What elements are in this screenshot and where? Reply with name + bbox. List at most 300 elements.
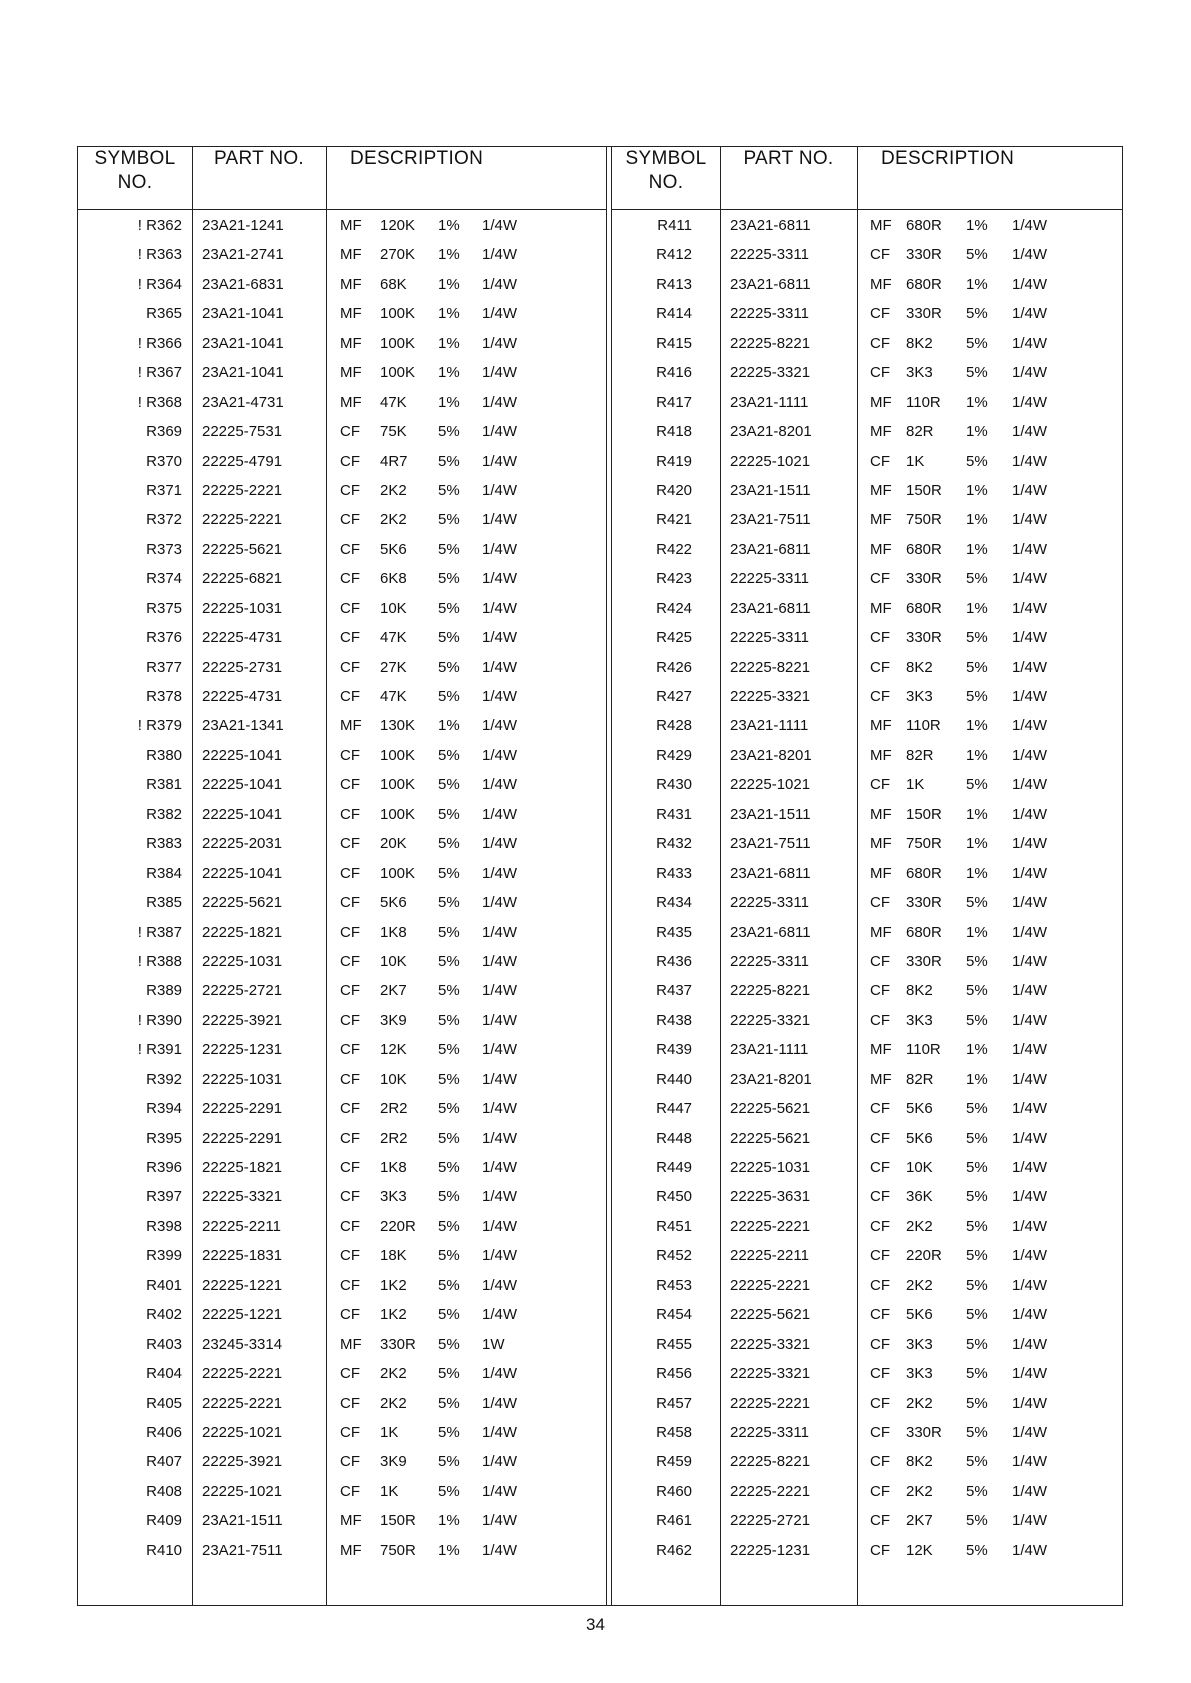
cell-part: 22225-8221 bbox=[730, 658, 811, 676]
cell-symbol: R397 bbox=[146, 1188, 182, 1206]
cell-tol: 5% bbox=[438, 1247, 460, 1265]
cell-value: 330R bbox=[906, 305, 942, 323]
header-divider bbox=[78, 209, 606, 210]
cell-watt: 1/4W bbox=[482, 1247, 518, 1265]
cell-symbol: R371 bbox=[146, 481, 182, 499]
table-row bbox=[78, 655, 606, 684]
cell-symbol: R420 bbox=[656, 481, 692, 499]
cell-part: 22225-2731 bbox=[202, 658, 283, 676]
cell-type: CF bbox=[870, 1365, 890, 1383]
cell-value: 680R bbox=[906, 275, 942, 293]
cell-symbol: ! R363 bbox=[137, 246, 182, 264]
cell-watt: 1/4W bbox=[1012, 864, 1048, 882]
cell-type: MF bbox=[870, 864, 892, 882]
table-row bbox=[612, 419, 1123, 448]
cell-part: 22225-2221 bbox=[202, 1394, 283, 1412]
cell-part: 22225-3311 bbox=[730, 629, 809, 647]
cell-symbol: R421 bbox=[656, 511, 692, 529]
cell-watt: 1/4W bbox=[482, 540, 518, 558]
cell-value: 3K3 bbox=[906, 1365, 933, 1383]
cell-watt: 1/4W bbox=[482, 364, 518, 382]
cell-part: 22225-1031 bbox=[202, 1070, 283, 1088]
cell-type: CF bbox=[340, 1011, 360, 1029]
cell-part: 23A21-6811 bbox=[730, 540, 811, 558]
cell-watt: 1/4W bbox=[482, 1070, 518, 1088]
cell-watt: 1/4W bbox=[1012, 1159, 1048, 1176]
cell-tol: 5% bbox=[438, 658, 460, 676]
cell-value: 5K6 bbox=[906, 1129, 933, 1147]
cell-symbol: R418 bbox=[656, 423, 692, 441]
parts-list-table bbox=[77, 146, 1123, 1606]
cell-symbol: R424 bbox=[656, 599, 692, 617]
cell-part: 22225-3311 bbox=[730, 246, 809, 264]
cell-tol: 5% bbox=[966, 1100, 988, 1118]
cell-value: 82R bbox=[906, 746, 934, 764]
cell-type: CF bbox=[870, 629, 890, 647]
cell-part: 22225-4731 bbox=[202, 688, 283, 705]
cell-value: 1K bbox=[906, 452, 925, 470]
table-row bbox=[78, 978, 606, 1007]
cell-tol: 1% bbox=[966, 746, 988, 764]
cell-value: 1K bbox=[380, 1482, 399, 1500]
cell-value: 2K2 bbox=[380, 1394, 407, 1412]
cell-type: CF bbox=[340, 923, 360, 941]
cell-value: 120K bbox=[380, 217, 416, 234]
cell-watt: 1/4W bbox=[482, 952, 518, 970]
cell-tol: 5% bbox=[966, 1217, 988, 1235]
cell-watt: 1/4W bbox=[482, 805, 518, 823]
table-row bbox=[78, 1037, 606, 1066]
cell-part: 23A21-1041 bbox=[202, 334, 284, 352]
cell-value: 47K bbox=[380, 688, 407, 705]
cell-tol: 5% bbox=[966, 1247, 988, 1265]
cell-symbol: R419 bbox=[656, 452, 692, 470]
cell-watt: 1/4W bbox=[482, 1453, 518, 1471]
cell-value: 4R7 bbox=[380, 452, 408, 470]
cell-symbol: R410 bbox=[146, 1541, 182, 1559]
cell-part: 23A21-1241 bbox=[202, 217, 284, 234]
cell-watt: 1/4W bbox=[1012, 1070, 1048, 1088]
cell-value: 330R bbox=[906, 894, 942, 912]
cell-type: MF bbox=[870, 217, 892, 234]
table-row bbox=[78, 1302, 606, 1331]
cell-tol: 5% bbox=[438, 894, 460, 912]
cell-watt: 1/4W bbox=[482, 982, 518, 1000]
cell-value: 1K2 bbox=[380, 1306, 407, 1324]
cell-value: 100K bbox=[380, 864, 416, 882]
table-row bbox=[78, 772, 606, 801]
cell-tol: 5% bbox=[438, 1453, 460, 1471]
cell-value: 18K bbox=[380, 1247, 407, 1265]
cell-value: 1K8 bbox=[380, 1159, 407, 1176]
cell-tol: 5% bbox=[438, 570, 460, 588]
cell-symbol: R373 bbox=[146, 540, 182, 558]
cell-value: 2K7 bbox=[906, 1512, 933, 1530]
cell-value: 150R bbox=[906, 481, 942, 499]
cell-type: MF bbox=[340, 334, 362, 352]
cell-symbol: R432 bbox=[656, 835, 692, 853]
table-row bbox=[78, 713, 606, 742]
cell-symbol: R395 bbox=[146, 1129, 182, 1147]
cell-type: CF bbox=[870, 1188, 890, 1206]
cell-tol: 1% bbox=[966, 1070, 988, 1088]
cell-tol: 5% bbox=[438, 1306, 460, 1324]
cell-watt: 1/4W bbox=[482, 423, 518, 441]
cell-value: 8K2 bbox=[906, 1453, 933, 1471]
cell-tol: 5% bbox=[966, 452, 988, 470]
cell-symbol: R428 bbox=[656, 717, 692, 735]
cell-part: 22225-3321 bbox=[730, 1365, 811, 1383]
cell-type: CF bbox=[870, 334, 890, 352]
cell-part: 22225-1041 bbox=[202, 864, 283, 882]
table-row bbox=[612, 802, 1123, 831]
cell-tol: 5% bbox=[966, 1541, 988, 1559]
cell-value: 8K2 bbox=[906, 334, 933, 352]
cell-symbol: R435 bbox=[656, 923, 692, 941]
cell-value: 5K6 bbox=[380, 540, 407, 558]
cell-symbol: R385 bbox=[146, 894, 182, 912]
table-row bbox=[612, 1449, 1123, 1478]
table-row bbox=[78, 802, 606, 831]
cell-part: 22225-3921 bbox=[202, 1453, 283, 1471]
cell-watt: 1/4W bbox=[1012, 540, 1048, 558]
cell-tol: 1% bbox=[438, 1541, 460, 1559]
cell-value: 150R bbox=[906, 805, 942, 823]
table-row bbox=[612, 1538, 1123, 1567]
cell-value: 8K2 bbox=[906, 982, 933, 1000]
cell-type: CF bbox=[870, 1100, 890, 1118]
cell-symbol: R403 bbox=[146, 1335, 182, 1353]
cell-tol: 5% bbox=[438, 1100, 460, 1118]
part-no-header bbox=[192, 147, 326, 209]
cell-watt: 1/4W bbox=[1012, 923, 1048, 941]
cell-type: MF bbox=[340, 1335, 362, 1353]
cell-watt: 1/4W bbox=[1012, 1100, 1048, 1118]
cell-symbol: R425 bbox=[656, 629, 692, 647]
cell-type: MF bbox=[340, 305, 362, 323]
cell-symbol: R415 bbox=[656, 334, 692, 352]
cell-watt: 1/4W bbox=[1012, 1276, 1048, 1294]
cell-symbol: R396 bbox=[146, 1159, 182, 1176]
cell-symbol: ! R366 bbox=[137, 334, 182, 352]
cell-value: 2R2 bbox=[380, 1100, 408, 1118]
cell-type: MF bbox=[340, 1512, 362, 1530]
cell-symbol: R456 bbox=[656, 1365, 692, 1383]
cell-value: 2K2 bbox=[906, 1482, 933, 1500]
cell-watt: 1/4W bbox=[1012, 776, 1048, 794]
header-text: NO. bbox=[117, 172, 153, 193]
table-row bbox=[78, 1214, 606, 1243]
cell-part: 23A21-7511 bbox=[202, 1541, 283, 1559]
cell-symbol: R459 bbox=[656, 1453, 692, 1471]
cell-value: 3K9 bbox=[380, 1453, 407, 1471]
cell-part: 22225-2211 bbox=[730, 1247, 809, 1265]
cell-tol: 5% bbox=[438, 746, 460, 764]
cell-part: 22225-1041 bbox=[202, 746, 283, 764]
cell-tol: 5% bbox=[438, 1129, 460, 1147]
cell-value: 47K bbox=[380, 629, 407, 647]
table-row bbox=[78, 890, 606, 919]
table-row bbox=[78, 1184, 606, 1213]
cell-watt: 1/4W bbox=[482, 511, 518, 529]
cell-part: 22225-2221 bbox=[202, 511, 283, 529]
cell-watt: 1/4W bbox=[482, 658, 518, 676]
cell-value: 68K bbox=[380, 275, 407, 293]
cell-value: 20K bbox=[380, 835, 407, 853]
cell-value: 5K6 bbox=[906, 1100, 933, 1118]
cell-type: CF bbox=[870, 364, 890, 382]
cell-part: 22225-3921 bbox=[202, 1011, 283, 1029]
table-row bbox=[78, 861, 606, 890]
cell-value: 3K3 bbox=[906, 364, 933, 382]
table-row bbox=[612, 360, 1123, 389]
cell-type: CF bbox=[870, 1129, 890, 1147]
cell-part: 22225-3311 bbox=[730, 894, 809, 912]
table-row bbox=[78, 1449, 606, 1478]
cell-value: 100K bbox=[380, 305, 416, 323]
cell-value: 2K2 bbox=[906, 1217, 933, 1235]
cell-watt: 1/4W bbox=[1012, 717, 1048, 735]
cell-part: 22225-1221 bbox=[202, 1306, 283, 1324]
cell-part: 22225-6821 bbox=[202, 570, 283, 588]
cell-value: 220R bbox=[906, 1247, 942, 1265]
cell-value: 10K bbox=[380, 952, 407, 970]
cell-symbol: R404 bbox=[146, 1365, 182, 1383]
header-text: SYMBOL bbox=[625, 148, 707, 169]
cell-symbol: R458 bbox=[656, 1423, 692, 1441]
cell-symbol: ! R388 bbox=[137, 952, 182, 970]
cell-watt: 1/4W bbox=[1012, 1365, 1048, 1383]
table-row bbox=[78, 507, 606, 536]
cell-tol: 1% bbox=[438, 717, 460, 735]
cell-type: CF bbox=[340, 1276, 360, 1294]
cell-watt: 1/4W bbox=[482, 1541, 518, 1559]
cell-type: CF bbox=[340, 570, 360, 588]
table-row bbox=[78, 1538, 606, 1567]
table-row bbox=[612, 1420, 1123, 1449]
cell-symbol: R438 bbox=[656, 1011, 692, 1029]
table-row bbox=[612, 713, 1123, 742]
table-row bbox=[612, 772, 1123, 801]
table-row bbox=[612, 684, 1123, 713]
cell-symbol: R372 bbox=[146, 511, 182, 529]
cell-part: 23A21-8201 bbox=[730, 1070, 812, 1088]
cell-type: CF bbox=[340, 1365, 360, 1383]
cell-value: 680R bbox=[906, 864, 942, 882]
cell-value: 5K6 bbox=[906, 1306, 933, 1324]
cell-part: 22225-3321 bbox=[730, 1335, 811, 1353]
cell-value: 2K2 bbox=[906, 1394, 933, 1412]
cell-value: 6K8 bbox=[380, 570, 407, 588]
cell-symbol: R398 bbox=[146, 1217, 182, 1235]
cell-part: 23A21-1041 bbox=[202, 305, 284, 323]
cell-symbol: R434 bbox=[656, 894, 692, 912]
cell-type: CF bbox=[870, 1306, 890, 1324]
cell-value: 110R bbox=[906, 393, 941, 411]
symbol-no-header bbox=[78, 147, 192, 209]
cell-value: 100K bbox=[380, 334, 416, 352]
cell-tol: 1% bbox=[438, 246, 460, 264]
table-row bbox=[78, 949, 606, 978]
cell-value: 100K bbox=[380, 776, 416, 794]
cell-part: 23A21-6811 bbox=[730, 217, 811, 234]
cell-symbol: R382 bbox=[146, 805, 182, 823]
header-text: NO. bbox=[648, 172, 684, 193]
cell-part: 22225-1821 bbox=[202, 1159, 283, 1176]
cell-tol: 5% bbox=[966, 570, 988, 588]
cell-watt: 1/4W bbox=[482, 1129, 518, 1147]
cell-type: MF bbox=[870, 717, 892, 735]
symbol-no-header bbox=[612, 147, 720, 209]
cell-type: CF bbox=[340, 1423, 360, 1441]
table-row bbox=[612, 1243, 1123, 1272]
cell-part: 22225-1231 bbox=[202, 1041, 283, 1059]
cell-watt: 1/4W bbox=[1012, 1453, 1048, 1471]
cell-part: 22225-5621 bbox=[202, 540, 283, 558]
cell-type: CF bbox=[340, 894, 360, 912]
cell-value: 150R bbox=[380, 1512, 416, 1530]
cell-type: CF bbox=[870, 570, 890, 588]
cell-value: 27K bbox=[380, 658, 407, 676]
table-row bbox=[612, 1332, 1123, 1361]
cell-symbol: R381 bbox=[146, 776, 182, 794]
cell-part: 22225-3321 bbox=[730, 688, 811, 705]
cell-tol: 1% bbox=[966, 511, 988, 529]
cell-part: 22225-3631 bbox=[730, 1188, 811, 1206]
cell-watt: 1/4W bbox=[482, 1365, 518, 1383]
cell-tol: 5% bbox=[966, 1011, 988, 1029]
cell-symbol: R454 bbox=[656, 1306, 692, 1324]
table-row bbox=[78, 301, 606, 330]
cell-tol: 1% bbox=[438, 364, 460, 382]
cell-tol: 1% bbox=[438, 217, 460, 234]
cell-tol: 1% bbox=[438, 1512, 460, 1530]
cell-part: 23A21-7511 bbox=[730, 511, 811, 529]
cell-value: 75K bbox=[380, 423, 407, 441]
cell-watt: 1/4W bbox=[1012, 1541, 1048, 1559]
cell-tol: 5% bbox=[438, 688, 460, 705]
cell-symbol: R416 bbox=[656, 364, 692, 382]
cell-value: 3K3 bbox=[906, 1335, 933, 1353]
cell-type: CF bbox=[340, 629, 360, 647]
cell-type: CF bbox=[870, 1276, 890, 1294]
cell-type: MF bbox=[870, 599, 892, 617]
cell-watt: 1/4W bbox=[1012, 805, 1048, 823]
cell-watt: 1/4W bbox=[1012, 511, 1048, 529]
cell-type: CF bbox=[870, 305, 890, 323]
cell-type: CF bbox=[870, 1394, 890, 1412]
cell-value: 330R bbox=[380, 1335, 416, 1353]
cell-value: 82R bbox=[906, 1070, 934, 1088]
cell-symbol: R431 bbox=[656, 805, 692, 823]
cell-part: 22225-4731 bbox=[202, 629, 283, 647]
cell-part: 22225-2721 bbox=[730, 1512, 811, 1530]
cell-value: 680R bbox=[906, 540, 942, 558]
cell-watt: 1/4W bbox=[482, 393, 518, 411]
cell-tol: 5% bbox=[966, 982, 988, 1000]
cell-value: 3K9 bbox=[380, 1011, 407, 1029]
cell-watt: 1/4W bbox=[1012, 1188, 1048, 1206]
cell-value: 110R bbox=[906, 1041, 941, 1059]
cell-tol: 5% bbox=[438, 776, 460, 794]
cell-type: MF bbox=[870, 393, 892, 411]
cell-value: 110R bbox=[906, 717, 941, 735]
cell-symbol: R369 bbox=[146, 423, 182, 441]
cell-watt: 1/4W bbox=[1012, 570, 1048, 588]
cell-type: CF bbox=[340, 1453, 360, 1471]
header-text: PART NO. bbox=[743, 148, 834, 169]
cell-type: CF bbox=[870, 776, 890, 794]
cell-watt: 1/4W bbox=[482, 1011, 518, 1029]
cell-watt: 1/4W bbox=[482, 1394, 518, 1412]
page-number: 34 bbox=[586, 1615, 605, 1634]
cell-value: 680R bbox=[906, 217, 942, 234]
cell-part: 23A21-6811 bbox=[730, 923, 811, 941]
cell-symbol: R448 bbox=[656, 1129, 692, 1147]
cell-tol: 5% bbox=[966, 1482, 988, 1500]
cell-tol: 1% bbox=[966, 1041, 988, 1059]
table-row bbox=[78, 1067, 606, 1096]
cell-type: CF bbox=[870, 1159, 890, 1176]
table-row bbox=[612, 1008, 1123, 1037]
cell-symbol: R394 bbox=[146, 1100, 182, 1118]
cell-watt: 1/4W bbox=[1012, 688, 1048, 705]
cell-watt: 1/4W bbox=[1012, 629, 1048, 647]
cell-watt: 1/4W bbox=[482, 1482, 518, 1500]
cell-type: CF bbox=[870, 952, 890, 970]
table-row bbox=[612, 507, 1123, 536]
cell-part: 22225-1221 bbox=[202, 1276, 283, 1294]
cell-symbol: R411 bbox=[657, 217, 692, 234]
cell-part: 22225-1041 bbox=[202, 776, 283, 794]
cell-part: 22225-2291 bbox=[202, 1129, 283, 1147]
cell-part: 23A21-8201 bbox=[730, 746, 812, 764]
cell-value: 750R bbox=[906, 835, 942, 853]
cell-type: CF bbox=[340, 952, 360, 970]
cell-part: 23A21-1111 bbox=[730, 393, 809, 411]
cell-watt: 1/4W bbox=[1012, 1335, 1048, 1353]
cell-part: 22225-5621 bbox=[730, 1306, 811, 1324]
cell-tol: 1% bbox=[966, 540, 988, 558]
table-row bbox=[78, 390, 606, 419]
cell-symbol: R377 bbox=[146, 658, 182, 676]
cell-symbol: R378 bbox=[146, 688, 182, 705]
table-row bbox=[612, 390, 1123, 419]
cell-value: 680R bbox=[906, 923, 942, 941]
cell-value: 10K bbox=[380, 599, 407, 617]
cell-watt: 1/4W bbox=[1012, 1394, 1048, 1412]
header-text: SYMBOL bbox=[94, 148, 176, 169]
cell-value: 5K6 bbox=[380, 894, 407, 912]
cell-part: 22225-1031 bbox=[202, 952, 283, 970]
cell-part: 22225-1231 bbox=[730, 1541, 811, 1559]
cell-watt: 1/4W bbox=[1012, 452, 1048, 470]
table-row bbox=[612, 596, 1123, 625]
cell-value: 2K2 bbox=[380, 481, 407, 499]
cell-value: 1K8 bbox=[380, 923, 407, 941]
cell-value: 12K bbox=[380, 1041, 407, 1059]
cell-symbol: R374 bbox=[146, 570, 182, 588]
cell-part: 23A21-2741 bbox=[202, 246, 284, 264]
cell-value: 3K3 bbox=[380, 1188, 407, 1206]
table-row bbox=[612, 301, 1123, 330]
header-text: DESCRIPTION bbox=[881, 148, 1015, 169]
cell-watt: 1/4W bbox=[482, 894, 518, 912]
cell-tol: 5% bbox=[966, 1365, 988, 1383]
cell-type: CF bbox=[870, 1247, 890, 1265]
cell-tol: 5% bbox=[438, 982, 460, 1000]
cell-watt: 1/4W bbox=[482, 688, 518, 705]
